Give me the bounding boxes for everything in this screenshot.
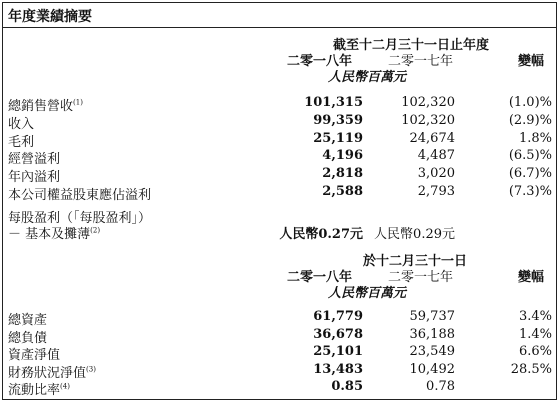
row-note: (4) <box>60 382 70 391</box>
value-change: 1.4% <box>518 326 552 342</box>
s2-col-2018: 二零一八年 <box>287 270 353 285</box>
row-note: (1) <box>73 98 83 107</box>
value-2017: 3,020 <box>417 166 455 182</box>
s2-col-change: 變幅 <box>518 270 545 285</box>
value-2017: 102,320 <box>401 95 455 110</box>
table-row <box>0 326 560 346</box>
eps-sub-label-text: － 基本及攤薄 <box>8 227 91 242</box>
row-label <box>8 309 47 328</box>
table-row <box>0 166 560 186</box>
row-label-text: 財務狀況淨值 <box>8 365 87 381</box>
row-label-text: 本公司權益股東應佔溢利 <box>8 188 152 203</box>
value-2017: 24,674 <box>409 130 455 146</box>
table-row <box>0 344 560 363</box>
row-label-text: 資產淨值 <box>8 348 61 363</box>
table-row <box>0 112 560 132</box>
row-label-text: 總銷售營收 <box>8 99 74 114</box>
value-2017: 23,549 <box>409 344 455 359</box>
value-2017: 102,320 <box>401 112 455 128</box>
table-row <box>0 95 560 114</box>
value-change: 1.8% <box>518 130 552 146</box>
value-2018: 101,315 <box>304 95 363 110</box>
row-label-text: 經營溢利 <box>8 152 61 168</box>
value-change: (6.7)% <box>508 166 552 182</box>
row-label <box>8 379 70 398</box>
row-label <box>8 131 34 150</box>
value-2017: 36,188 <box>409 326 455 342</box>
table-row <box>0 130 560 150</box>
row-note: (3) <box>86 365 96 374</box>
value-2018: 25,101 <box>313 344 363 359</box>
eps-sub-note: (2) <box>90 226 101 235</box>
row-label-text: 總負債 <box>8 330 48 346</box>
s1-col-2017: 二零一七年 <box>388 54 454 69</box>
table-row <box>0 148 560 168</box>
row-label <box>8 95 83 114</box>
page-title: 年度業績摘要 <box>8 9 92 25</box>
value-change: 28.5% <box>510 361 552 377</box>
value-change: 6.6% <box>518 344 552 359</box>
s1-col-change: 變幅 <box>518 54 545 69</box>
s1-period-header: 截至十二月三十一日止年度 <box>333 38 490 53</box>
row-label-text: 年內溢利 <box>8 170 61 186</box>
value-2018: 2,818 <box>322 166 363 182</box>
value-2017: 59,737 <box>409 309 455 324</box>
row-label-text: 總資產 <box>8 313 48 328</box>
value-2018: 4,196 <box>322 148 363 164</box>
value-2017: 4,487 <box>417 148 455 164</box>
row-label <box>8 327 47 346</box>
table-row <box>0 379 560 398</box>
table-row <box>0 309 560 328</box>
value-2017: 2,793 <box>417 184 455 199</box>
row-label <box>8 166 60 185</box>
table-row <box>0 184 560 203</box>
value-change: (1.0)% <box>508 95 552 110</box>
s2-col-2017: 二零一七年 <box>388 270 454 285</box>
row-label-text: 流動比率 <box>8 383 61 398</box>
value-2018: 2,588 <box>322 184 363 199</box>
value-2018: 36,678 <box>313 326 363 342</box>
table-row <box>0 361 560 381</box>
s1-unit: 人民幣百萬元 <box>328 70 407 85</box>
s2-period-header: 於十二月三十一日 <box>363 254 468 269</box>
eps-2017: 人民幣0.29元 <box>374 227 455 242</box>
value-2018: 25,119 <box>313 130 363 146</box>
value-change: (2.9)% <box>508 112 552 128</box>
row-label-text: 收入 <box>8 116 35 132</box>
value-change: (6.5)% <box>508 148 552 164</box>
value-2018: 61,779 <box>313 309 363 324</box>
value-2017: 0.78 <box>426 379 455 394</box>
s2-unit: 人民幣百萬元 <box>328 286 407 301</box>
value-2018: 99,359 <box>313 112 363 128</box>
row-label <box>8 344 60 363</box>
row-label <box>8 148 60 167</box>
s1-col-2018: 二零一八年 <box>287 54 353 69</box>
value-2017: 10,492 <box>409 361 455 377</box>
eps-sub-label <box>8 223 100 242</box>
row-label <box>8 184 151 203</box>
row-label-text: 毛利 <box>8 134 35 150</box>
value-2018: 13,483 <box>313 361 363 377</box>
value-2018: 0.85 <box>331 379 363 394</box>
value-change: 3.4% <box>518 309 552 324</box>
row-label <box>8 113 34 132</box>
title-divider <box>3 27 557 28</box>
eps-label: 每股盈利（「每股盈利」） <box>8 211 152 226</box>
row-label <box>8 362 96 381</box>
value-change: (7.3)% <box>508 184 552 199</box>
eps-2018: 人民幣0.27元 <box>279 227 363 242</box>
